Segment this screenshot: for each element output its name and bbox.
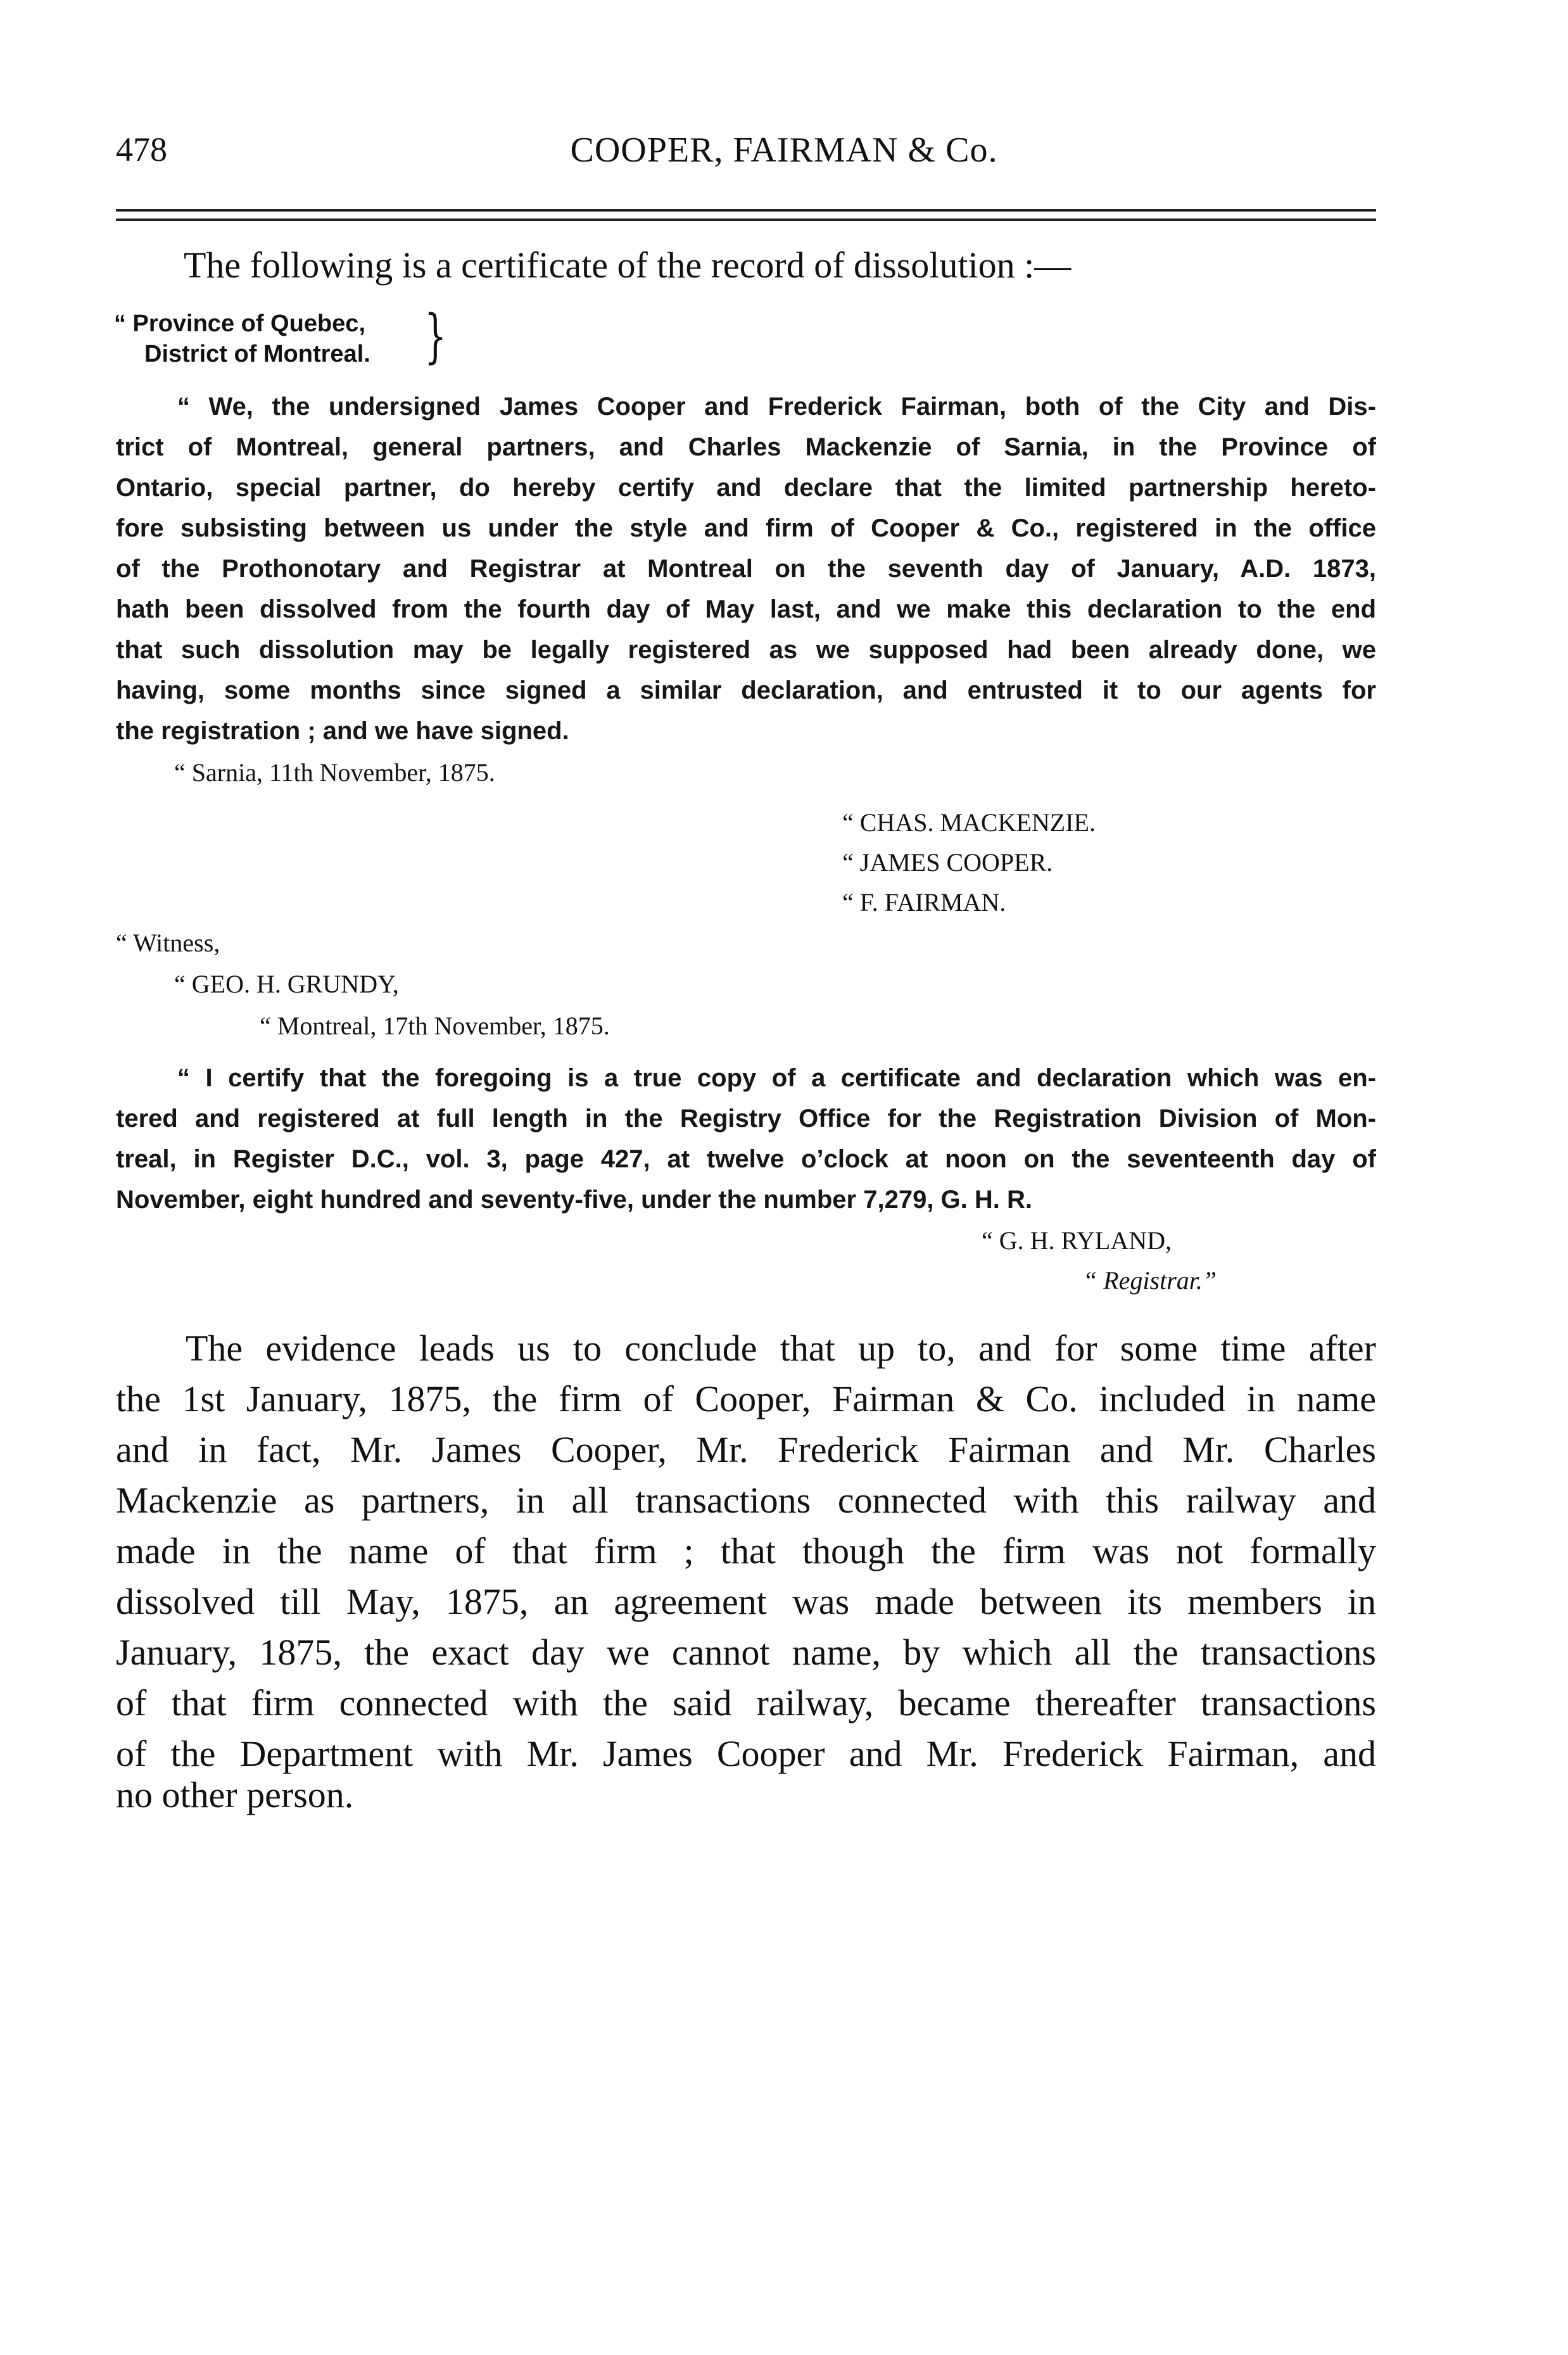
conclusion-line: made in the name of that firm ; that though the firm was not formally [116,1530,1376,1571]
witness-name: “ GEO. H. GRUNDY, [174,970,399,998]
registration-line: treal, in Register D.C., vol. 3, page 427, at twelve o’clock at noon on the seventeenth day of [116,1145,1376,1173]
running-title: COOPER, FAIRMAN & Co. [570,130,998,170]
conclusion-line: January, 1875, the exact day we cannot name, by which all the transactions [116,1632,1376,1673]
conclusion-line: the 1st January, 1875, the firm of Cooper, Fairman & Co. included in name [116,1378,1376,1419]
certificate-line: having, some months since signed a similar declaration, and entrusted it to our agents for [116,676,1376,704]
district-line: District of Montreal. [144,341,370,367]
conclusion-line: and in fact, Mr. James Cooper, Mr. Frederick Fairman and Mr. Charles [116,1429,1376,1470]
conclusion-line: of that firm connected with the said railway, became thereafter transactions [116,1682,1376,1723]
certificate-line: trict of Montreal, general partners, and Charles Mackenzie of Sarnia, in the Province of [116,433,1376,461]
signatory: “ JAMES COOPER. [842,848,1053,877]
header-rule-top [116,209,1376,212]
registrar-name: “ G. H. RYLAND, [982,1226,1172,1255]
conclusion-line: of the Department with Mr. James Cooper and Mr. Frederick Fairman, and [116,1733,1376,1774]
conclusion-line: The evidence leads us to conclude that up to, and for some time after [186,1328,1376,1369]
registration-line: November, eight hundred and seventy-five, under the number 7,279, G. H. R. [116,1186,1032,1214]
registrar-title: “ Registrar.” [1083,1266,1217,1295]
certificate-line: that such dissolution may be legally registered as we supposed had been already done, we [116,636,1376,664]
certificate-line: “ We, the undersigned James Cooper and Frederick Fairman, both of the City and Dis- [177,393,1376,421]
certificate-line: fore subsisting between us under the style and firm of Cooper & Co., registered in the office [116,514,1376,542]
witness-label: “ Witness, [116,929,220,957]
signatory: “ CHAS. MACKENZIE. [842,808,1096,837]
certificate-line: hath been dissolved from the fourth day of May last, and we make this declaration to the end [116,595,1376,623]
page-number: 478 [116,130,167,168]
certificate-line: of the Prothonotary and Registrar at Montreal on the seventh day of January, A.D. 1873, [116,555,1376,583]
conclusion-line: Mackenzie as partners, in all transactions connected with this railway and [116,1480,1376,1521]
brace-icon: } [424,302,447,370]
witness-place-date: “ Montreal, 17th November, 1875. [260,1012,610,1040]
certificate-line: Ontario, special partner, do hereby certify and declare that the limited partnership hereto- [116,474,1376,502]
certificate-line: the registration ; and we have signed. [116,717,569,745]
header-rule-bottom [116,219,1376,221]
registration-line: “ I certify that the foregoing is a true copy of a certificate and declaration which was en- [177,1064,1376,1092]
conclusion-line: no other person. [116,1774,354,1815]
province-line: “ Province of Quebec, [114,310,365,337]
signatory: “ F. FAIRMAN. [842,888,1006,917]
place-date: “ Sarnia, 11th November, 1875. [174,758,495,787]
registration-line: tered and registered at full length in the Registry Office for the Registration Division of Mon- [116,1105,1376,1133]
intro-line: The following is a certificate of the record of dissolution :— [184,244,1072,286]
conclusion-line: dissolved till May, 1875, an agreement was made between its members in [116,1581,1376,1622]
